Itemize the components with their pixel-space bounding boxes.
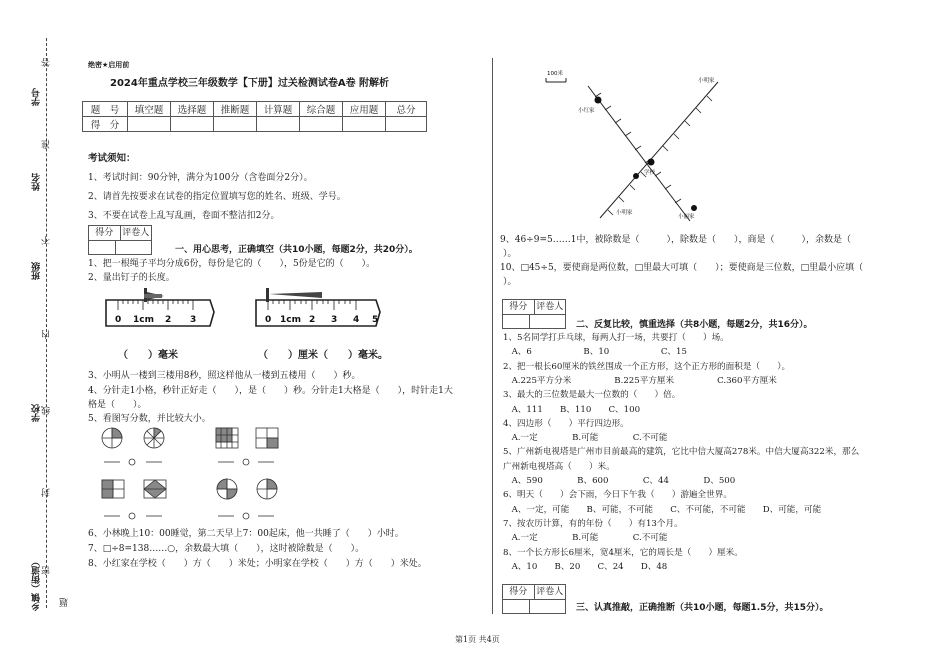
margin-ti: 题 [60, 598, 70, 607]
margin-feng: 封 [42, 488, 52, 497]
section2-line: 4、四边形（ ）平行四边形。 [503, 418, 629, 429]
s1-q6: 6、小林晚上10：00睡觉，第二天早上7：00起床，他一共睡了（ ）小时。 [88, 529, 404, 539]
section2-line: 6、明天（ ）会下雨，今日下午我（ ）游遍全世界。 [503, 490, 732, 501]
section2-line: A.一定 B.可能 C.不可能 [503, 433, 668, 444]
section2-line: A、一定，可能 B、可能，不可能 C、不可能，不可能 D、可能，可能 [503, 504, 822, 515]
ruler-answer-right: （ ）厘米（ ）毫米。 [258, 350, 388, 361]
score-col-fill: 填空题 [128, 102, 171, 117]
map-school: 学校 [644, 170, 656, 176]
grader-score-label: 得分 [503, 300, 535, 314]
ruler-label: 2 [165, 315, 172, 325]
score-col-app: 应用题 [343, 102, 386, 117]
ruler-label: 0 [265, 315, 272, 325]
ruler-label: 5 [372, 315, 379, 325]
s1-q3: 3、小明从一楼到三楼用8秒，照这样他从一楼到五楼用（ ）秒。 [88, 371, 361, 381]
ruler-label: 1cm [280, 315, 301, 325]
rulers-figure [100, 282, 390, 342]
s1-q1: 1、把一根绳子平均分成6份，每份是它的（ ），5份是它的（ ）。 [88, 259, 376, 269]
score-cell[interactable] [214, 117, 257, 132]
map-scale: 100米 [547, 71, 563, 77]
binding-line [46, 38, 47, 608]
grader-box [502, 584, 566, 614]
score-col-label: 题 号 [83, 102, 128, 117]
margin-xingming: 姓名 [32, 173, 42, 191]
margin-bu: 不 [42, 236, 52, 245]
score-col-infer: 推断题 [214, 102, 257, 117]
score-table [82, 101, 427, 132]
r-q9b: ）。 [503, 249, 517, 259]
column-divider [492, 58, 493, 614]
score-cell[interactable] [128, 117, 171, 132]
notice-item: 1、考试时间：90分钟，满分为100分（含卷面分2分）。 [88, 173, 313, 183]
margin-mi: 密 [42, 566, 52, 575]
grader-box [88, 225, 152, 255]
ruler-label: 3 [331, 315, 338, 325]
margin-banji: 班级 [32, 262, 42, 280]
section2-line: A、6 B、10 C、15 [503, 347, 687, 358]
margin-xuexiao: 学校 [32, 404, 42, 422]
ruler-label: 2 [309, 315, 316, 325]
grader-reviewer-label: 评卷人 [122, 228, 150, 238]
map-xiaoli: 小丽家 [678, 214, 695, 220]
section2-line: 8、一个长方形长6厘米，宽4厘米，它的周长是（ ）厘米。 [503, 547, 743, 558]
section1-title: 一、用心思考，正确填空（共10小题，每题2分，共20分）。 [175, 245, 418, 255]
ruler-left [106, 288, 214, 326]
ruler-label: 0 [115, 315, 122, 325]
section2-line: A、111 B、110 C、100 [503, 404, 641, 415]
s1-q4a: 4、分针走1小格，秒针正好走（ ），是（ ）秒。分针走1大格是（ ），时针走1大 [88, 386, 453, 396]
notice-item: 3、不要在试卷上乱写乱画，卷面不整洁扣2分。 [88, 211, 280, 221]
grader-score-label: 得分 [503, 585, 535, 599]
notice-item: 2、请首先按要求在试卷的指定位置填写您的姓名、班级、学号。 [88, 192, 346, 202]
r-q10b: ）。 [503, 277, 517, 287]
section2-line: 2、把一根长60厘米的铁丝围成一个正方形，这个正方形的面积是（ ）。 [503, 361, 791, 372]
section2-line: 7、按农历计算，有的年份（ ）有13个月。 [503, 518, 683, 529]
r-q9a: 9、46÷9=5……1中，被除数是（ ），除数是（ ），商是（ ），余数是（ [500, 235, 851, 245]
section2-line: 5、广州新电视塔是广州市目前最高的建筑，它比中信大厦高278米。中信大厦高322米，那么 [503, 447, 860, 458]
grader-box [502, 299, 566, 329]
margin-xian: 线 [42, 406, 52, 415]
s1-q2: 2、量出钉子的长度。 [88, 273, 175, 283]
margin-zhun: 准 [42, 140, 52, 149]
grader-reviewer-label: 评卷人 [536, 587, 564, 597]
margin-nei: 内 [42, 330, 52, 339]
s1-q5: 5、看图写分数，并比较大小。 [88, 414, 211, 424]
score-cell[interactable] [386, 117, 427, 132]
section2-line: A、10 B、20 C、24 D、48 [503, 561, 668, 572]
section2-line: 3、最大的三位数是最大一位数的（ ）倍。 [503, 390, 681, 401]
r-q10a: 10、□45÷5，要使商是两位数，□里最大可填（ ）；要使商是三位数，□里最小应填（ [500, 263, 864, 273]
section2-line: A.一定 B.可能 C.不可能 [503, 533, 668, 544]
s1-q4b: 格是（ ）。 [88, 400, 147, 410]
ruler-right [256, 288, 380, 326]
score-col-comp: 综合题 [300, 102, 343, 117]
margin-xiangzhen: 乡镇（街道） [32, 557, 42, 611]
score-row-label: 得 分 [83, 117, 128, 132]
score-col-choice: 选择题 [171, 102, 214, 117]
map-xiaoming-bot: 小明家 [616, 210, 633, 216]
ruler-answer-left: （ ）毫米 [118, 350, 178, 361]
section3-title: 三、认真推敲，正确推断（共10小题，每题1.5分，共15分）。 [576, 603, 829, 613]
ruler-label: 1cm [133, 315, 154, 325]
score-col-calc: 计算题 [257, 102, 300, 117]
section2-line: 1、5名同学打乒乓球，每两人打一场，共要打（ ）场。 [503, 333, 729, 343]
page-footer: 第1页 共4页 [455, 635, 500, 644]
section2-line: 广州新电视塔高（ ）米。 [503, 461, 615, 472]
page-title: 2024年重点学校三年级数学【下册】过关检测试卷A卷 附解析 [110, 78, 390, 89]
notice-title: 考试须知： [88, 153, 136, 164]
section2-line: A、590 B、600 C、44 D、500 [503, 476, 736, 486]
score-cell[interactable] [343, 117, 386, 132]
ruler-label: 4 [353, 315, 360, 325]
margin-kaohao: 学号 [32, 88, 42, 106]
score-cell[interactable] [300, 117, 343, 132]
section2-line: A.225平方分米 B.225平方厘米 C.360平方厘米 [503, 375, 777, 386]
section2-title: 二、反复比较，慎重选择（共8小题，每题2分，共16分）。 [576, 320, 813, 330]
margin-da: 答 [42, 58, 52, 67]
secret-label: 绝密★启用前 [88, 61, 130, 69]
grader-score-label: 得分 [89, 226, 121, 240]
map-figure [540, 66, 740, 226]
map-xiaoming-top: 小明家 [698, 78, 715, 84]
score-col-total: 总分 [386, 102, 427, 117]
ruler-label: 3 [190, 315, 197, 325]
map-xiaohong: 小红家 [578, 108, 595, 114]
fraction-figures [100, 426, 290, 526]
score-cell[interactable] [257, 117, 300, 132]
score-cell[interactable] [171, 117, 214, 132]
grader-reviewer-label: 评卷人 [536, 302, 564, 312]
s1-q7: 7、□÷8=138……○，余数最大填（ ），这时被除数是（ ）。 [88, 544, 365, 554]
s1-q8: 8、小红家在学校（ ）方（ ）米处；小明家在学校（ ）方（ ）米处。 [88, 559, 427, 569]
